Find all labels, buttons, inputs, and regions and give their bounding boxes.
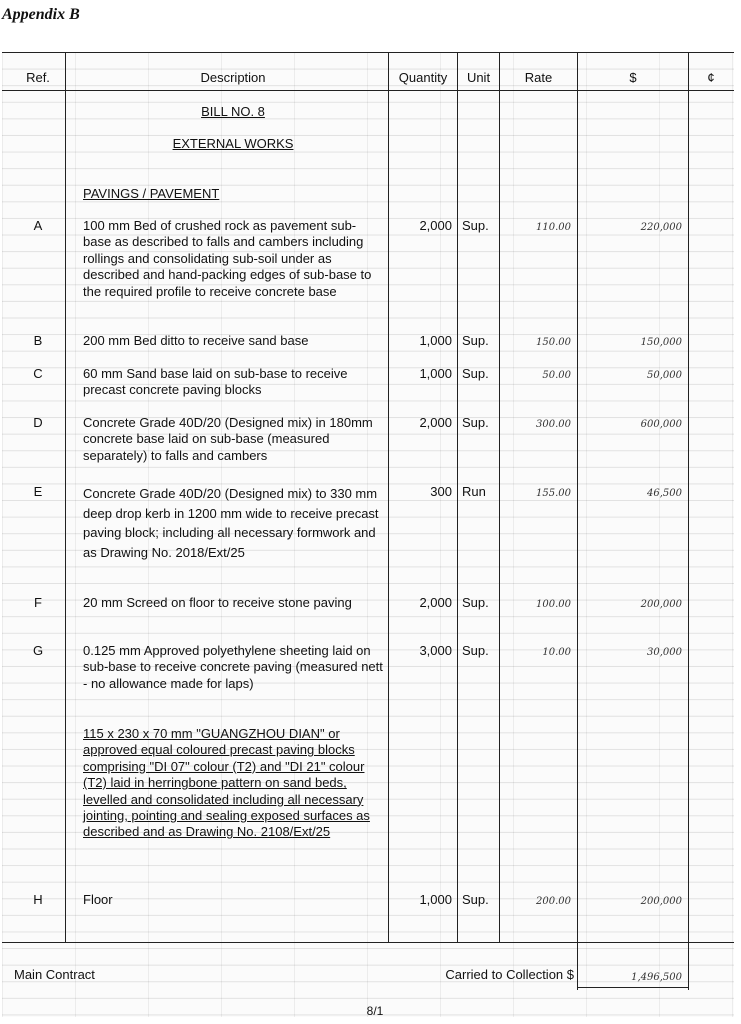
item-description: 0.125 mm Approved polyethylene sheeting laid on sub-base to receive concrete paving (measured nett - no allowance made for laps) — [83, 643, 383, 691]
item-ref: H — [33, 892, 43, 907]
item-amount: 150,000 — [640, 337, 682, 348]
header-description: Description — [200, 70, 266, 85]
main-contract-label: Main Contract — [14, 967, 95, 982]
section-title: PAVINGS / PAVEMENT — [83, 186, 220, 201]
total-box-bottom — [577, 987, 688, 988]
carried-to-collection-label: Carried to Collection $ — [445, 967, 574, 982]
item-description: 100 mm Bed of crushed rock as pavement sub-base as described to falls and cambers including rollings and consolidating sub-soil under as described and hand-packing edges of sub-base to the required profile to receive concrete base — [83, 218, 372, 299]
paving-block-description: 115 x 230 x 70 mm "GUANGZHOU DIAN" or approved equal coloured precast paving blocks comprising "DI 07" colour (T2) and "DI 21" colour (T2) laid in herringbone pattern on sand beds, levelled and consolidated including all necessary jointing, pointing and sealing exposed surfaces as described and as Drawing No. 2108/Ext/25 — [83, 726, 370, 840]
item-rate: 300.00 — [536, 419, 571, 430]
item-unit: Sup. — [462, 366, 489, 381]
item-unit: Sup. — [462, 892, 489, 907]
appendix-title: Appendix B — [2, 6, 80, 23]
item-description: Floor — [83, 892, 113, 907]
item-amount: 30,000 — [647, 647, 682, 658]
item-unit: Sup. — [462, 415, 489, 430]
item-amount: 200,000 — [640, 896, 682, 907]
item-unit: Sup. — [462, 643, 489, 658]
item-ref: E — [33, 484, 43, 499]
item-rate: 10.00 — [542, 647, 571, 658]
page-number: 8/1 — [366, 1004, 384, 1018]
item-description: Concrete Grade 40D/20 (Designed mix) in 180mm concrete base laid on sub-base (measured separately) to falls and cambers — [83, 415, 373, 463]
item-ref: A — [33, 218, 43, 233]
item-description: 20 mm Screed on floor to receive stone paving — [83, 595, 352, 610]
item-unit: Sup. — [462, 218, 489, 233]
header-unit: Unit — [466, 70, 491, 85]
item-rate: 200.00 — [536, 896, 571, 907]
item-ref: B — [33, 333, 43, 348]
header-rate: Rate — [524, 70, 553, 85]
item-quantity: 1,000 — [419, 366, 452, 381]
item-ref: F — [34, 595, 42, 610]
col-divider-rate — [577, 52, 578, 990]
item-ref: D — [33, 415, 43, 430]
col-divider-unit — [499, 52, 500, 942]
bill-title: BILL NO. 8 — [201, 104, 265, 119]
header-rule — [2, 90, 734, 91]
item-amount: 50,000 — [647, 370, 682, 381]
item-rate: 110.00 — [536, 222, 571, 233]
item-ref: C — [33, 366, 43, 381]
table-bottom-rule — [2, 942, 734, 943]
bill-subtitle: EXTERNAL WORKS — [172, 136, 294, 151]
item-quantity: 2,000 — [419, 595, 452, 610]
item-unit: Sup. — [462, 595, 489, 610]
item-description: 60 mm Sand base laid on sub-base to receive precast concrete paving blocks — [83, 366, 348, 398]
item-quantity: 1,000 — [419, 333, 452, 348]
item-amount: 220,000 — [640, 222, 682, 233]
item-amount: 46,500 — [647, 488, 682, 499]
item-rate: 50.00 — [542, 370, 571, 381]
item-amount: 200,000 — [640, 599, 682, 610]
item-quantity: 2,000 — [419, 415, 452, 430]
item-rate: 150.00 — [536, 337, 571, 348]
item-quantity: 2,000 — [419, 218, 452, 233]
header-quantity: Quantity — [398, 70, 448, 85]
table-top-rule — [2, 52, 734, 53]
item-rate: 100.00 — [536, 599, 571, 610]
item-amount: 600,000 — [640, 419, 682, 430]
item-quantity: 1,000 — [419, 892, 452, 907]
item-description: Concrete Grade 40D/20 (Designed mix) to 330 mm deep drop kerb in 1200 mm wide to receive precast paving block; including all necessary formwork and as Drawing No. 2018/Ext/25 — [83, 486, 379, 560]
col-divider-desc — [388, 52, 389, 942]
item-unit: Run — [462, 484, 486, 499]
item-quantity: 3,000 — [419, 643, 452, 658]
col-divider-qty — [457, 52, 458, 942]
item-unit: Sup. — [462, 333, 489, 348]
item-description: 200 mm Bed ditto to receive sand base — [83, 333, 309, 348]
item-rate: 155.00 — [536, 488, 571, 499]
header-ref: Ref. — [26, 70, 50, 85]
header-cent: ¢ — [707, 70, 715, 85]
item-ref: G — [32, 643, 44, 658]
col-divider-dollar — [688, 52, 689, 990]
carried-total: 1,496,500 — [631, 972, 682, 983]
header-dollar: $ — [629, 70, 637, 85]
item-quantity: 300 — [430, 484, 452, 499]
